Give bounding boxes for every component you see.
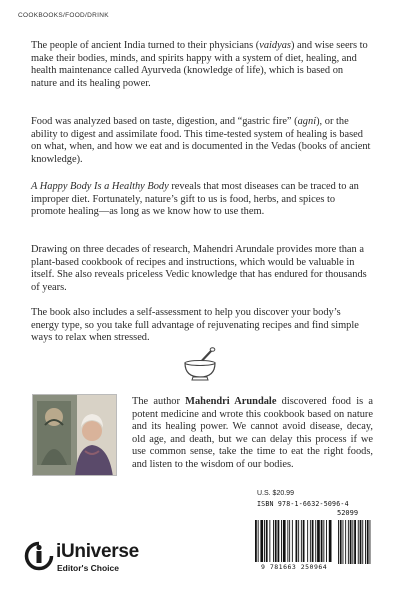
- book-title-italic: A Happy Body Is a Healthy Body: [31, 181, 169, 192]
- description-paragraph-4: Drawing on three decades of research, Mahendri Arundale provides more than a plant-based cookbook of recipes and instructions, which would be valuable in itself. She also reveals priceless Vedic knowledge that has endured for thousands of years.: [31, 244, 367, 293]
- text-run: ) and wise seers to make their bodies, minds, and spirits happy with a system of diet, healing, and health maintenance called Ayurveda (knowledge of life), which is based on nature and its healing power.: [31, 40, 368, 89]
- text-run: The author: [132, 396, 186, 407]
- mortar-pestle-icon: [180, 344, 220, 384]
- description-paragraph-3: [31, 181, 371, 219]
- description-paragraph-5: The book also includes a self-assessment to help you discover your body’s energy type, so you take full advantage of rejuvenating recipes and find simple ways to relax when stressed.: [31, 307, 359, 344]
- text-run: Food was analyzed based on taste, digestion, and “gastric fire” (: [31, 116, 298, 127]
- author-name: Mahendri Arundale: [185, 396, 277, 407]
- text-run: reveals that most diseases can be traced to an improper diet. Fortunately, nature’s gift to us is food, herbs, and spices to promote healing—as long as we know how to use them.: [31, 181, 359, 218]
- publisher-name: iUniverse: [56, 541, 139, 562]
- description-paragraph-1: [31, 40, 371, 90]
- barcode-digits: 9 781663 250964: [261, 563, 328, 571]
- author-bio: [132, 396, 373, 472]
- price-addon-digits: 52099: [337, 509, 359, 517]
- text-run: discovered food is a potent medicine and wrote this cookbook based on nature and its healing power. We cannot avoid disease, decay, old age, and death, but we can delay this process if we use common sense, take the time to eat the right foods, and listen to the wisdom of our bodies.: [132, 396, 373, 470]
- isbn-label: ISBN 978-1-6632-5096-4: [257, 500, 349, 508]
- text-run: The people of ancient India turned to their physicians (: [31, 40, 260, 51]
- italic-term: vaidyas: [259, 40, 291, 51]
- publisher-tagline: Editor's Choice: [57, 563, 120, 573]
- description-paragraph-2: [31, 116, 371, 166]
- text-run: ), or the ability to digest and assimilate food. This time-tested system of healing is based on what, when, and how we eat and is documented in the Vedas (books of ancient knowledge).: [31, 116, 371, 165]
- price-label: U.S. $20.99: [257, 490, 294, 497]
- publisher-logo: [24, 541, 164, 579]
- author-photo: [32, 394, 117, 476]
- iuniverse-logo-icon: [24, 541, 54, 571]
- category-label: COOKBOOKS/FOOD/DRINK: [18, 12, 109, 19]
- italic-term: agni: [297, 116, 317, 127]
